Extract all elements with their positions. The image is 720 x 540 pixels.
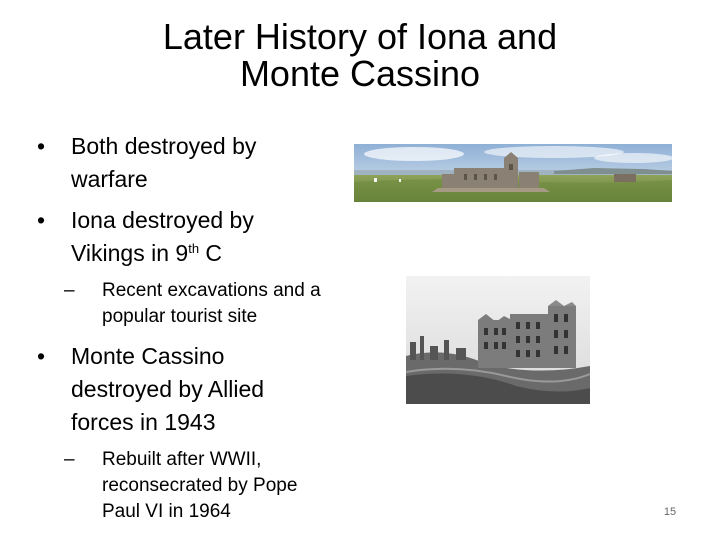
sub-bullet-text: Rebuilt after WWII, [102,449,262,470]
monte-cassino-ruins-photo [406,276,590,404]
sub-bullet-text: reconsecrated by Pope [102,475,298,496]
bullet-iona [34,204,364,270]
slide-title [60,18,660,92]
sub-bullet-text: Paul VI in 1964 [102,501,231,522]
bullet-text: Both destroyed by [71,133,257,159]
iona-abbey-illustration [354,144,672,202]
slide-number: 15 [663,506,677,518]
sub-bullet-text: Recent excavations and a [102,280,321,301]
bullet-text: warfare [71,166,148,192]
iona-abbey-photo [354,144,672,202]
slide-body [34,130,364,535]
sub-bullet-dash: – [64,449,75,470]
sub-bullet-dash: – [64,280,75,301]
superscript-th: th [188,241,200,256]
bullet-text: Iona destroyed by [71,207,254,233]
sub-bullet-text: popular tourist site [102,306,258,327]
sub-bullet-rebuilt [34,447,364,525]
title-line-2: Monte Cassino [239,53,481,94]
sub-bullet-excavations [34,278,364,330]
bullet-dot: • [37,207,46,233]
bullet-text: C [199,240,223,266]
bullet-dot: • [37,343,46,369]
bullet-text: Vikings in 9 [71,240,189,266]
title-line-1: Later History of Iona and [162,16,558,57]
monte-cassino-illustration [406,276,590,404]
bullet-text: destroyed by Allied [71,376,265,402]
bullet-text: forces in 1943 [71,409,216,435]
bullet-warfare [34,130,364,196]
bullet-dot: • [37,133,46,159]
bullet-text: Monte Cassino [71,343,225,369]
bullet-monte-cassino [34,340,364,439]
